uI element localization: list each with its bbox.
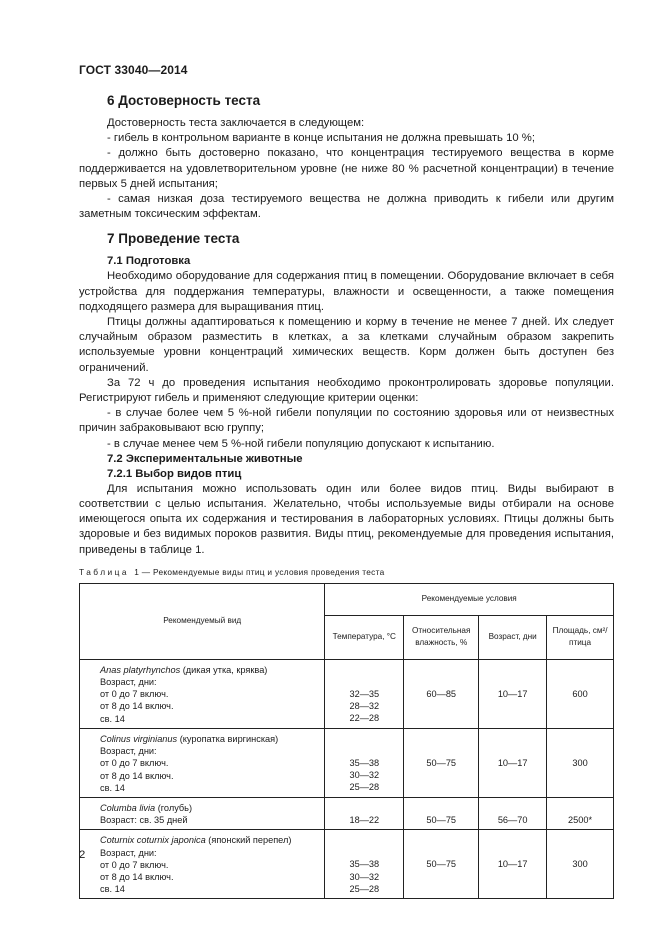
temp-value: 35—38 — [349, 757, 380, 768]
species-cell — [80, 830, 325, 899]
area-cell: 300 — [547, 728, 614, 797]
age-line: Возраст, дни: — [100, 677, 157, 688]
species-table — [79, 583, 614, 899]
age-line: от 0 до 7 включ. — [100, 689, 169, 700]
paragraph: Птицы должны адаптироваться к помещению и корму в течение не менее 7 дней. Их следует случайным образом разместить в клетках, а за клетками случайным образом закрепить используемые уровни концентраций химических веществ. Корм должен быть доступен без ограничений. — [79, 316, 614, 374]
age-cell: 56—70 — [479, 797, 547, 829]
section-7-2-heading: 7.2 Экспериментальные животные — [107, 452, 303, 465]
humidity-cell: 50—75 — [404, 797, 479, 829]
age-line: св. 14 — [100, 782, 125, 793]
temperature-cell — [325, 659, 404, 728]
section-7-2-1-heading: 7.2.1 Выбор видов птиц — [107, 467, 242, 480]
humidity-cell: 60—85 — [404, 659, 479, 728]
humidity-cell: 50—75 — [404, 728, 479, 797]
species-cell — [80, 797, 325, 829]
table-row — [80, 728, 614, 797]
table-caption-text: 1 — Рекомендуемые виды птиц и условия проведения теста — [134, 566, 385, 577]
temp-value: 30—32 — [349, 770, 380, 781]
species-cell — [80, 659, 325, 728]
temp-value: 30—32 — [349, 871, 380, 882]
table-row — [80, 659, 614, 728]
age-line: от 8 до 14 включ. — [100, 701, 174, 712]
area-cell: 300 — [547, 830, 614, 899]
paragraph: За 72 ч до проведения испытания необходимо проконтролировать здоровье популяции. Регистрируют гибель и применяют следующие критерии оценки: — [79, 376, 614, 405]
species-ru: (голубь) — [157, 802, 193, 813]
species-ru: (куропатка виргинская) — [179, 733, 279, 744]
temperature-cell — [325, 830, 404, 899]
species-latin: Colinus virginianus — [100, 733, 178, 744]
header-age: Возраст, дни — [479, 615, 547, 659]
document-body — [79, 93, 614, 899]
age-line: от 0 до 7 включ. — [100, 859, 169, 870]
area-cell: 2500* — [547, 797, 614, 829]
table-caption-label: Таблица — [79, 566, 130, 577]
paragraph: Для испытания можно использовать один или более видов птиц. Виды выбирают в соответствии с целью испытания. Желательно, чтобы используемые виды отбирали на основе имеющегося опыта их содержания и тестирования в лабораторных условиях. Птицы должны быть здоровые и без видимых пороков развития. Виды птиц, рекомендуемые для проведения испытания, приведены в таблице 1. — [79, 482, 614, 556]
age-line: Возраст, дни: — [100, 746, 157, 757]
table-row — [80, 830, 614, 899]
paragraph: Достоверность теста заключается в следующем: — [107, 117, 365, 129]
section-7-heading: 7 Проведение теста — [107, 231, 240, 247]
age-line: от 8 до 14 включ. — [100, 770, 174, 781]
table-row — [80, 797, 614, 829]
temp-value: 22—28 — [349, 713, 380, 724]
species-ru: (дикая утка, кряква) — [182, 664, 268, 675]
age-line: Возраст: св. 35 дней — [100, 815, 188, 826]
age-line: от 8 до 14 включ. — [100, 871, 174, 882]
table-caption — [79, 567, 614, 577]
page-number: 2 — [79, 849, 86, 861]
paragraph: Необходимо оборудование для содержания птиц в помещении. Оборудование включает в себя устройства для поддержания температуры, влажности и освещенности, а также помещения подходящего размера для выращивания птиц. — [79, 270, 614, 313]
species-latin: Columba livia — [100, 802, 156, 813]
temp-value: 25—28 — [349, 782, 380, 793]
paragraph: - самая низкая доза тестируемого вещества не должна приводить к гибели или другим заметным токсическим эффектам. — [79, 193, 614, 221]
temp-value: 28—32 — [349, 701, 380, 712]
temperature-cell — [325, 728, 404, 797]
age-line: Возраст, дни: — [100, 847, 157, 858]
header-area: Площадь, см²/птица — [547, 615, 614, 659]
temp-value: 18—22 — [349, 814, 380, 825]
paragraph: - в случае менее чем 5 %-ной гибели популяцию допускают к испытанию. — [107, 437, 495, 450]
section-6-heading: 6 Достоверность теста — [107, 93, 261, 108]
section-7-1-heading: 7.1 Подготовка — [107, 255, 191, 268]
area-cell: 600 — [547, 659, 614, 728]
age-line: св. 14 — [100, 884, 125, 895]
temp-value: 32—35 — [349, 688, 380, 699]
document-header: ГОСТ 33040—2014 — [79, 63, 188, 77]
age-cell: 10—17 — [479, 830, 547, 899]
paragraph: - должно быть достоверно показано, что концентрация тестируемого вещества в корме поддерживается на удовлетворительном уровне (не ниже 80 % расчетной концентрации) в течение первых 5 дней испытания; — [79, 147, 614, 190]
temperature-cell — [325, 797, 404, 829]
species-cell — [80, 728, 325, 797]
age-cell: 10—17 — [479, 659, 547, 728]
species-latin: Coturnix coturnix japonica — [100, 835, 206, 846]
temp-value: 25—28 — [349, 883, 380, 894]
species-latin: Anas platyrhynchos — [100, 664, 181, 675]
paragraph: - в случае более чем 5 %-ной гибели популяции по состоянию здоровья или от неизвестных причин забраковывают всю группу; — [79, 407, 614, 435]
temp-value: 35—38 — [349, 859, 380, 870]
header-temperature: Температура, °С — [325, 615, 404, 659]
paragraph: - гибель в контрольном варианте в конце испытания не должна превышать 10 %; — [107, 132, 535, 145]
age-line: от 0 до 7 включ. — [100, 758, 169, 769]
humidity-cell: 50—75 — [404, 830, 479, 899]
header-species: Рекомендуемый вид — [80, 583, 325, 659]
age-line: св. 14 — [100, 713, 125, 724]
header-humidity: Относительная влажность, % — [404, 615, 479, 659]
age-cell: 10—17 — [479, 728, 547, 797]
species-ru: (японский перепел) — [208, 835, 292, 846]
header-conditions: Рекомендуемые условия — [325, 583, 614, 615]
